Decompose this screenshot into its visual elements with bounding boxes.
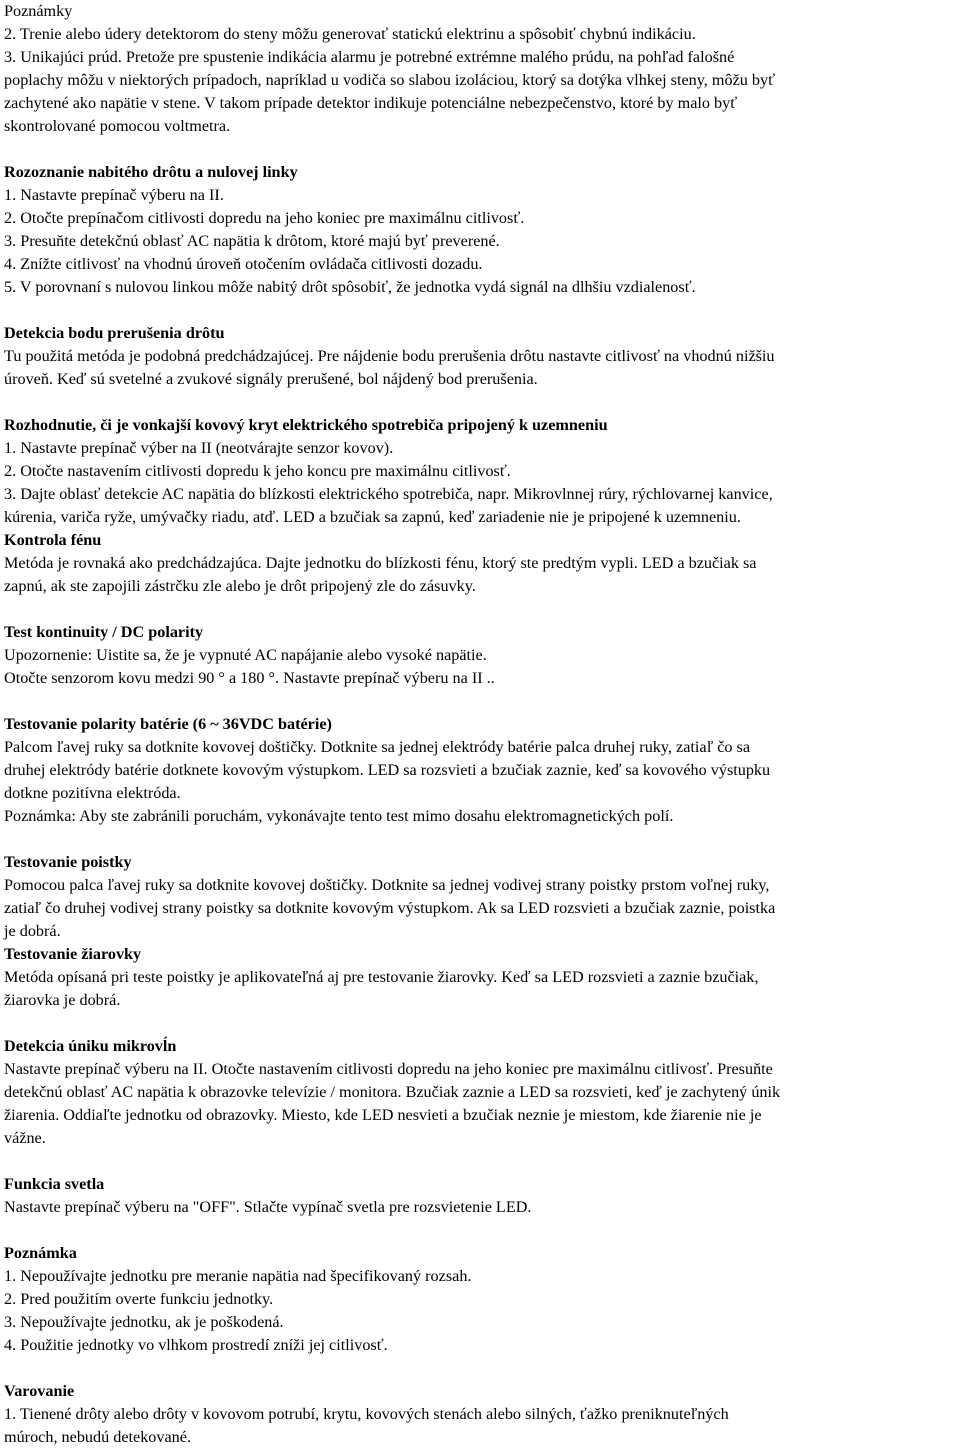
note-item: 1. Nepoužívajte jednotku pre meranie napätia nad špecifikovaný rozsah. [4,1267,472,1285]
hairdryer-line: zapnú, ak ste zapojili zástrčku zle alebo je drôt pripojený zle do zásuvky. [4,577,476,595]
microwave-line: Nastavte prepínač výberu na II. Otočte nastavením citlivosti dopredu na jeho koniec pre maximálnu citlivosť. Presuňte [4,1060,773,1078]
grounding-step: 1. Nastavte prepínač výber na II (neotvárajte senzor kovov). [4,439,394,457]
fuse-section [4,851,956,943]
microwave-line: detekčnú oblasť AC napätia k obrazovke televízie / monitora. Bzučiak zaznie a LED sa rozsvieti, keď je zachytený únik [4,1083,781,1101]
hairdryer-heading: Kontrola fénu [4,531,102,549]
light-section [4,1173,956,1219]
live-wire-step: 3. Presuňte detekčnú oblasť AC napätia k drôtom, ktoré majú byť preverené. [4,232,500,250]
bulb-line: žiarovka je dobrá. [4,991,121,1009]
bulb-section [4,943,956,1012]
continuity-section [4,621,956,690]
continuity-line: Otočte senzorom kovu medzi 90 ° a 180 °. Nastavte prepínač výberu na II .. [4,669,495,687]
break-point-heading: Detekcia bodu prerušenia drôtu [4,324,225,342]
microwave-line: žiarenia. Oddiaľte jednotku od obrazovky. Miesto, kde LED nesvieti a bzučiak neznie je miestom, kde žiarenie nie je [4,1106,762,1124]
light-line: Nastavte prepínač výberu na "OFF". Stlačte vypínač svetla pre rozsvietenie LED. [4,1198,532,1216]
intro-section [4,0,956,138]
grounding-heading: Rozhodnutie, či je vonkajší kovový kryt elektrického spotrebiča pripojený k uzemneniu [4,416,608,434]
live-wire-step: 1. Nastavte prepínač výberu na II. [4,186,224,204]
intro-line: 3. Unikajúci prúd. Pretože pre spustenie indikácia alarmu je potrebné extrémne malého prúdu, na pohľad falošné [4,48,735,66]
fuse-line: Pomocou palca ľavej ruky sa dotknite kovovej doštičky. Dotknite sa jednej vodivej strany poistky prstom voľnej ruky, [4,876,770,894]
warning-line: 1. Tienené drôty alebo drôty v kovovom potrubí, krytu, kovových stenách alebo silných, ťažko preniknuteľných [4,1405,729,1423]
hairdryer-section [4,529,956,598]
fuse-heading: Testovanie poistky [4,853,132,871]
light-heading: Funkcia svetla [4,1175,105,1193]
fuse-line: zatiaľ čo druhej vodivej strany poistky sa dotknite kovovým výstupkom. Ak sa LED rozsvieti a bzučiak zaznie, poistka [4,899,776,917]
live-wire-heading: Rozoznanie nabitého drôtu a nulovej linky [4,163,298,181]
warning-heading: Varovanie [4,1382,75,1400]
microwave-heading: Detekcia úniku mikrovĺn [4,1037,177,1055]
warning-line: múroch, nebudú detekované. [4,1428,191,1446]
continuity-heading: Test kontinuity / DC polarity [4,623,204,641]
warning-section [4,1380,956,1449]
live-wire-step: 4. Znížte citlivosť na vhodnú úroveň otočením ovládača citlivosti dozadu. [4,255,483,273]
break-point-line: úroveň. Keď sú svetelné a zvukové signály prerušené, bol nájdený bod prerušenia. [4,370,538,388]
bulb-heading: Testovanie žiarovky [4,945,142,963]
intro-line: poplachy môžu v niektorých prípadoch, napríklad u vodiča so slabou izoláciou, ktorý sa dotýka vlhkej steny, môžu byť [4,71,775,89]
note-item: 2. Pred použitím overte funkciu jednotky. [4,1290,274,1308]
continuity-line: Upozornenie: Uistite sa, že je vypnuté AC napájanie alebo vysoké napätie. [4,646,487,664]
note-heading: Poznámka [4,1244,77,1262]
fuse-line: je dobrá. [4,922,61,940]
intro-line: zachytené ako napätie v stene. V takom prípade detektor indikuje potenciálne nebezpečenstvo, ktoré by malo byť [4,94,738,112]
grounding-section [4,414,956,529]
grounding-step: kúrenia, variča ryže, umývačky riadu, atď. LED a bzučiak sa zapnú, keď zariadenie nie je pripojené k uzemneniu. [4,508,741,526]
intro-line: skontrolované pomocou voltmetra. [4,117,231,135]
live-wire-step: 5. V porovnaní s nulovou linkou môže nabitý drôt spôsobiť, že jednotka vydá signál na dlhšiu vzdialenosť. [4,278,696,296]
intro-heading: Poznámky [4,2,73,20]
battery-section [4,713,956,828]
grounding-step: 2. Otočte nastavením citlivosti dopredu k jeho koncu pre maximálnu citlivosť. [4,462,511,480]
battery-line: dotkne pozitívna elektróda. [4,784,181,802]
battery-line: druhej elektródy batérie dotknete kovovým výstupkom. LED sa rozsvieti a bzučiak zaznie, keď sa kovového výstupku [4,761,771,779]
microwave-section [4,1035,956,1150]
intro-line: 2. Trenie alebo údery detektorom do steny môžu generovať statickú elektrinu a spôsobiť chybnú indikáciu. [4,25,696,43]
battery-line: Poznámka: Aby ste zabránili poruchám, vykonávajte tento test mimo dosahu elektromagnetických polí. [4,807,674,825]
note-item: 3. Nepoužívajte jednotku, ak je poškodená. [4,1313,284,1331]
grounding-step: 3. Dajte oblasť detekcie AC napätia do blízkosti elektrického spotrebiča, napr. Mikrovlnnej rúry, rýchlovarnej kanvice, [4,485,773,503]
bulb-line: Metóda opísaná pri teste poistky je aplikovateľná aj pre testovanie žiarovky. Keď sa LED rozsvieti a zaznie bzučiak, [4,968,759,986]
note-item: 4. Použitie jednotky vo vlhkom prostredí zníži jej citlivosť. [4,1336,388,1354]
hairdryer-line: Metóda je rovnaká ako predchádzajúca. Dajte jednotku do blízkosti fénu, ktorý ste predtým vypli. LED a bzučiak sa [4,554,757,572]
battery-line: Palcom ľavej ruky sa dotknite kovovej doštičky. Dotknite sa jednej elektródy batérie palca druhej ruky, zatiaľ čo sa [4,738,750,756]
note-section [4,1242,956,1357]
microwave-line: vážne. [4,1129,46,1147]
battery-heading: Testovanie polarity batérie (6 ~ 36VDC batérie) [4,715,332,733]
live-wire-step: 2. Otočte prepínačom citlivosti dopredu na jeho koniec pre maximálnu citlivosť. [4,209,525,227]
live-wire-section [4,161,956,299]
break-point-line: Tu použitá metóda je podobná predchádzajúcej. Pre nájdenie bodu prerušenia drôtu nastavte citlivosť na vhodnú nižšiu [4,347,775,365]
break-point-section [4,322,956,391]
